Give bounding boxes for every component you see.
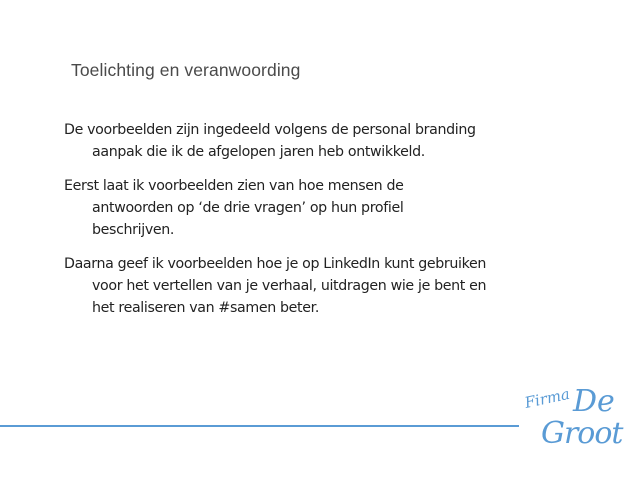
paragraph-line: het realiseren van #samen beter. xyxy=(92,300,319,316)
paragraph-line: De voorbeelden zijn ingedeeld volgens de personal branding xyxy=(64,122,476,138)
paragraph-line: antwoorden op ‘de drie vragen’ op hun profiel xyxy=(92,200,404,216)
paragraph-line: Daarna geef ik voorbeelden hoe je op LinkedIn kunt gebruiken xyxy=(64,256,486,272)
slide-body xyxy=(64,119,634,331)
paragraph-linkedin xyxy=(64,253,634,319)
logo-de-text: De xyxy=(573,384,615,419)
firma-de-groot-logo xyxy=(518,377,638,457)
paragraph-drie-vragen xyxy=(64,175,634,241)
logo-firma-text: Firma xyxy=(523,384,572,412)
logo-groot-text: Groot xyxy=(541,416,623,451)
paragraph-line: aanpak die ik de afgelopen jaren heb ontwikkeld. xyxy=(92,144,425,160)
paragraph-line: Eerst laat ik voorbeelden zien van hoe mensen de xyxy=(64,178,404,194)
paragraph-personal-branding xyxy=(64,119,634,163)
paragraph-line: beschrijven. xyxy=(92,222,175,238)
footer-divider xyxy=(0,425,519,427)
slide-title: Toelichting en veranwoording xyxy=(71,60,301,80)
paragraph-line: voor het vertellen van je verhaal, uitdragen wie je bent en xyxy=(92,278,487,294)
